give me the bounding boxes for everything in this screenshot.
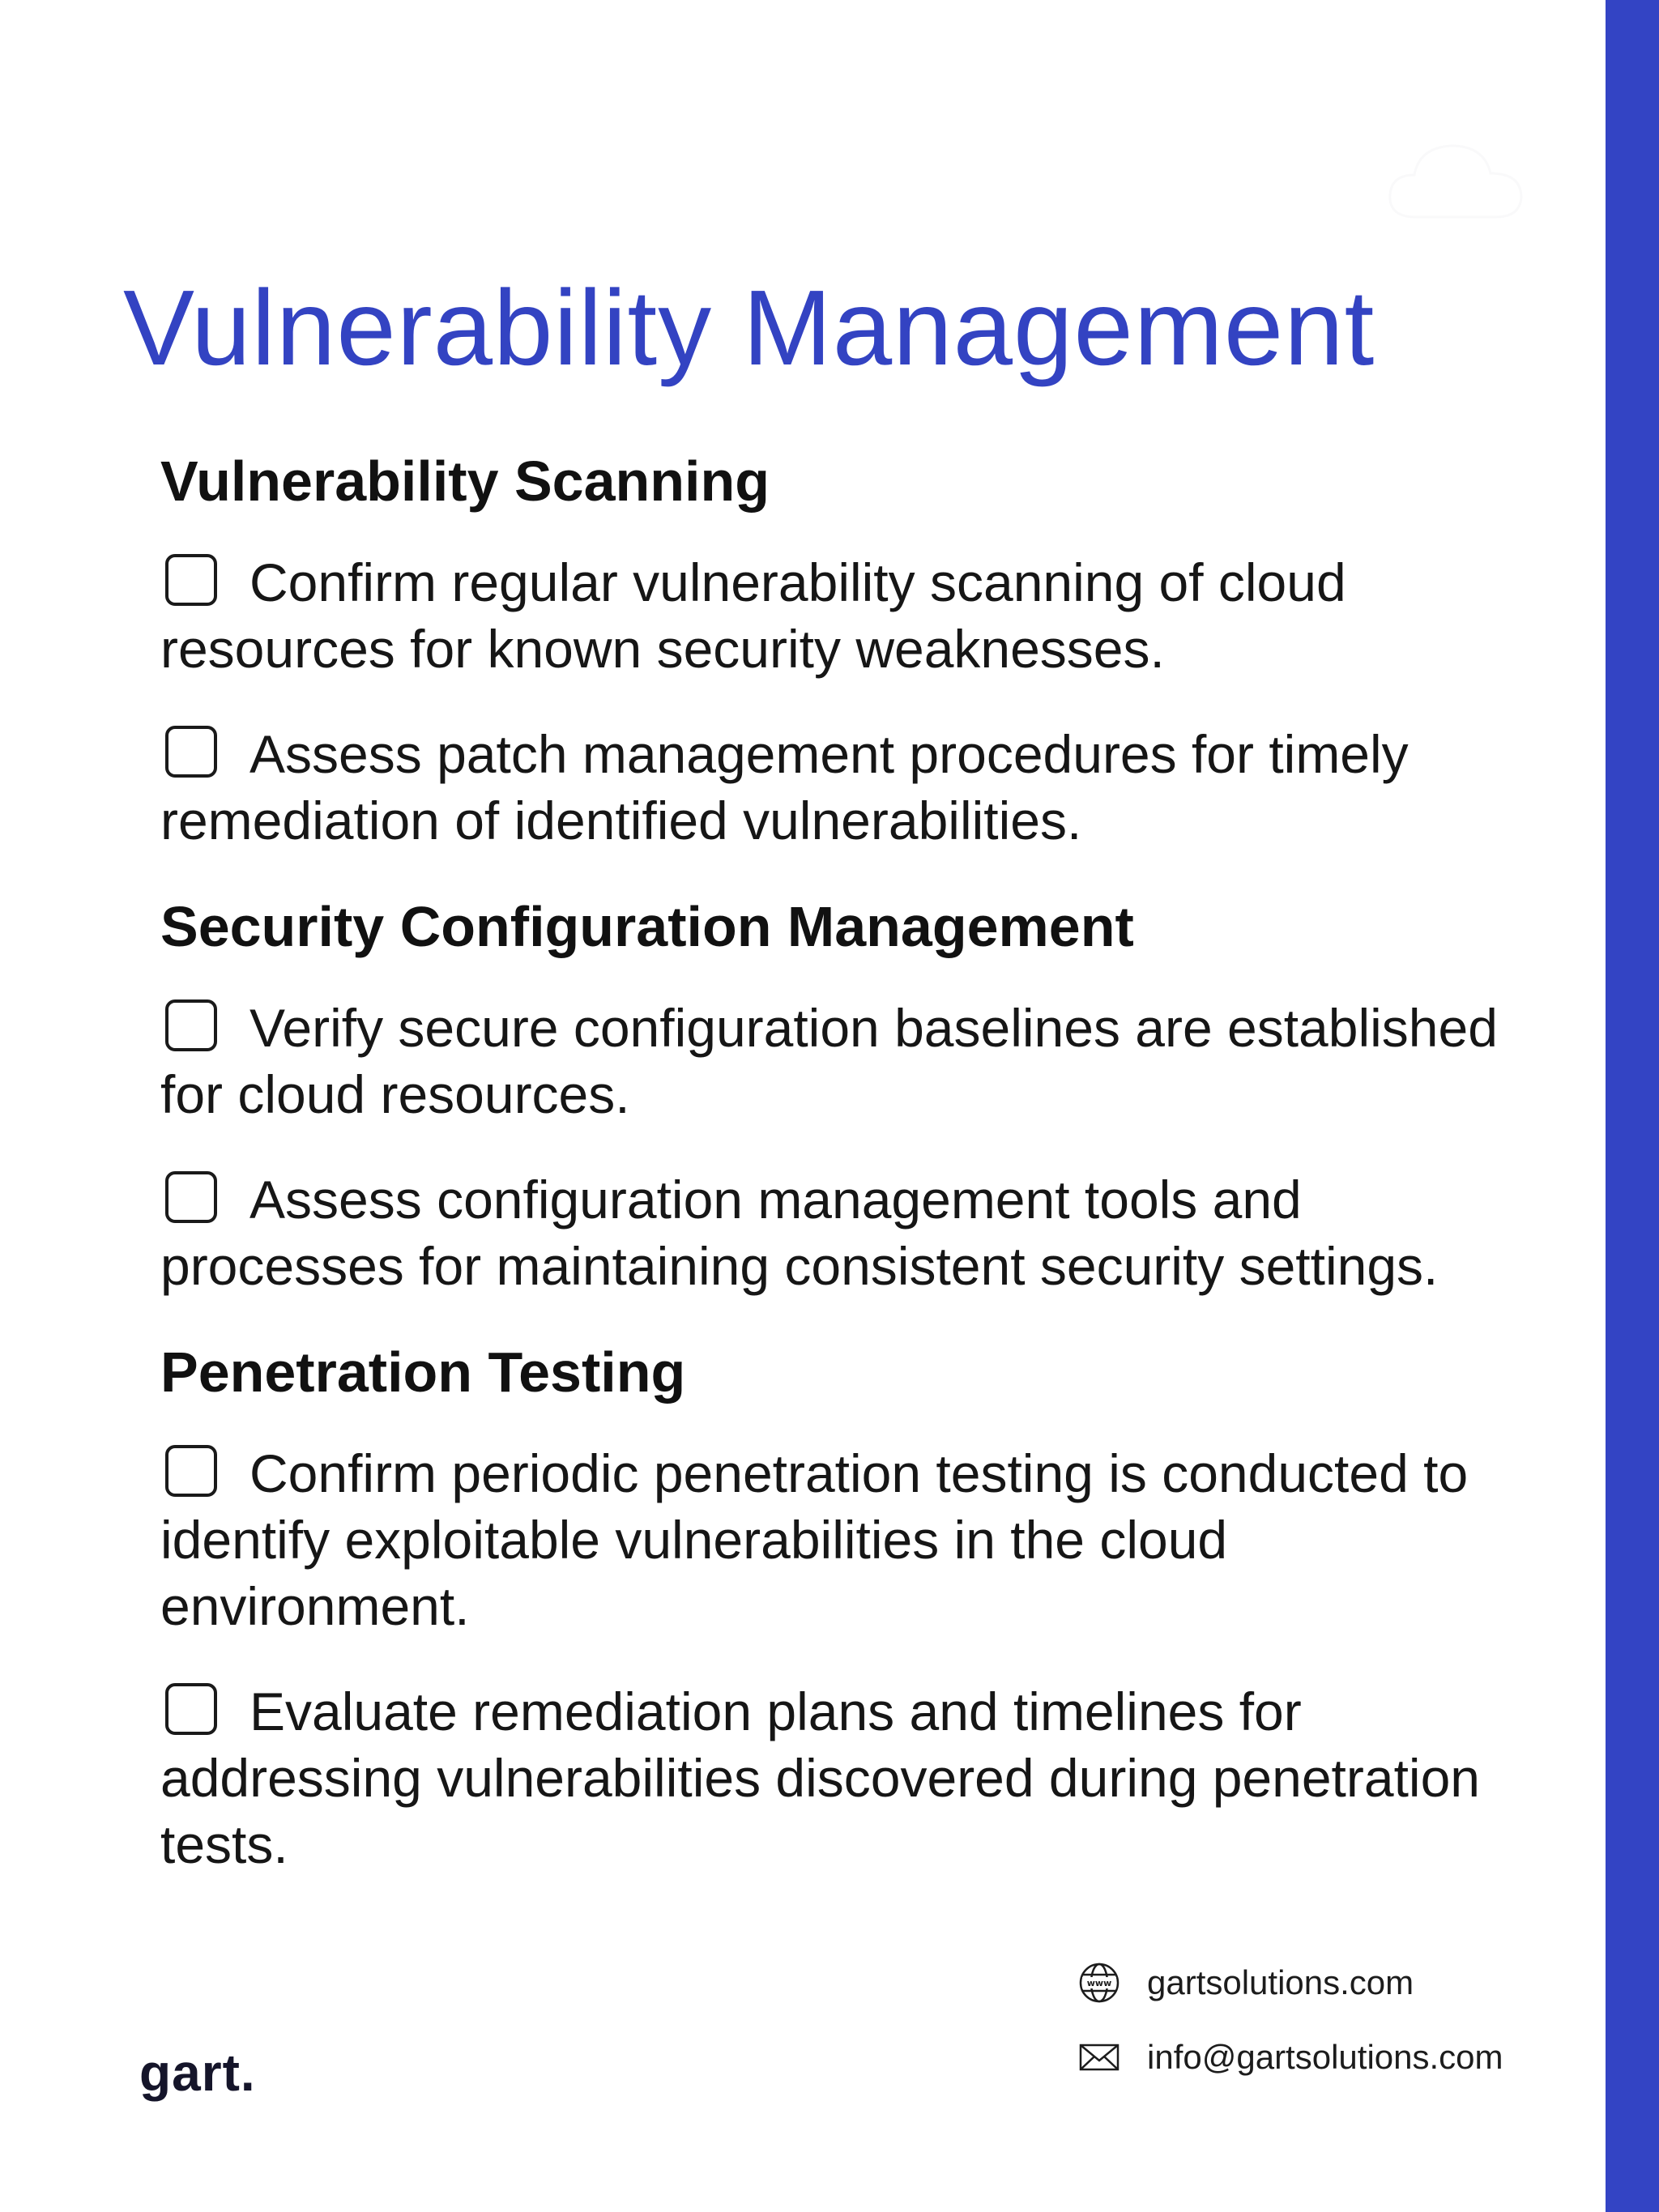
envelope-icon	[1077, 2035, 1121, 2079]
globe-icon	[1077, 1961, 1121, 2005]
section-heading-security-configuration-management: Security Configuration Management	[160, 895, 1134, 958]
gart-logo: gart.	[139, 2044, 256, 2102]
checklist-item	[160, 1166, 1537, 1299]
website-row[interactable]	[1077, 1960, 1503, 2005]
section-heading-penetration-testing: Penetration Testing	[160, 1340, 686, 1404]
checklist-item	[160, 995, 1537, 1127]
website-link[interactable]: gartsolutions.com	[1147, 1963, 1414, 2001]
email-link[interactable]: info@gartsolutions.com	[1147, 2038, 1503, 2076]
checkbox[interactable]	[165, 554, 217, 606]
checkbox[interactable]	[165, 1171, 217, 1223]
checklist-item	[160, 1678, 1537, 1877]
side-accent-bar	[1606, 0, 1659, 2212]
email-row[interactable]	[1077, 2035, 1503, 2080]
checklist-item-text: Confirm regular vulnerability scanning of cloud resources for known security weaknesses.	[160, 552, 1346, 679]
contact-info	[1077, 1960, 1503, 2109]
checkbox[interactable]	[165, 726, 217, 778]
checkbox[interactable]	[165, 1445, 217, 1497]
checklist-item	[160, 1440, 1537, 1639]
page-title: Vulnerability Management	[123, 268, 1375, 387]
cloud-icon	[1384, 136, 1526, 225]
checklist-item	[160, 549, 1537, 682]
checklist-item-text: Evaluate remediation plans and timelines for addressing vulnerabilities discovered during penetration tests.	[160, 1681, 1480, 1874]
section-heading-vulnerability-scanning: Vulnerability Scanning	[160, 450, 770, 513]
checklist-item-text: Assess patch management procedures for timely remediation of identified vulnerabilities.	[160, 724, 1409, 850]
checklist-item-text: Assess configuration management tools and processes for maintaining consistent security settings.	[160, 1170, 1439, 1296]
checklist-item	[160, 721, 1537, 854]
svg-text:www: www	[1086, 1978, 1112, 1988]
checkbox[interactable]	[165, 999, 217, 1051]
checklist-item-text: Confirm periodic penetration testing is conducted to identify exploitable vulnerabilities in the cloud environment.	[160, 1443, 1469, 1636]
checkbox[interactable]	[165, 1683, 217, 1735]
checklist-content	[160, 447, 1537, 1916]
checklist-item-text: Verify secure configuration baselines are established for cloud resources.	[160, 998, 1498, 1124]
